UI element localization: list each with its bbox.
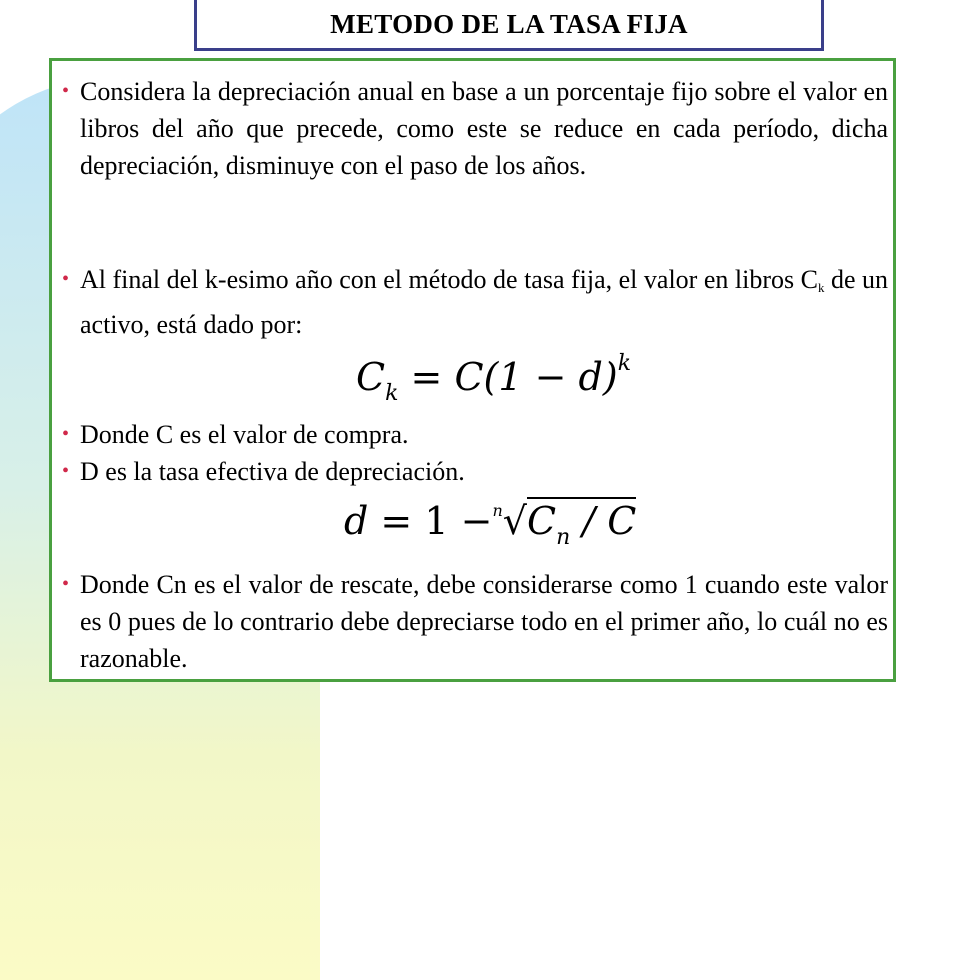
formula-2-lhs: d xyxy=(344,499,369,543)
paragraph-3-text: Donde C es el valor de compra. xyxy=(80,420,409,449)
bullet-icon: • xyxy=(62,80,70,102)
formula-1-lhs-sub: k xyxy=(385,381,399,406)
formula-2-root-index: n xyxy=(492,501,503,520)
bullet-icon: • xyxy=(62,460,70,482)
formula-rate xyxy=(344,499,636,550)
formula-2-tail: / C xyxy=(570,499,637,543)
bullet-icon: • xyxy=(62,423,70,445)
paragraph-2 xyxy=(62,261,888,343)
paragraph-1 xyxy=(62,73,888,184)
paragraph-2-text: Al final del k-esimo año con el método de tasa fija, el valor en libros C xyxy=(80,265,818,294)
formula-1-rhs: C(1 − d) xyxy=(454,355,618,399)
radical-sign-icon: √ xyxy=(502,499,527,543)
paragraph-5 xyxy=(62,566,888,677)
paragraph-4 xyxy=(62,453,888,490)
content-panel xyxy=(49,58,896,682)
paragraph-1-text: Considera la depreciación anual en base a un porcentaje fijo sobre el valor en libros del año que precede, como este se reduce en cada período, dicha depreciación, disminuye con el paso de los años. xyxy=(80,77,888,180)
paragraph-5-text: Donde Cn es el valor de rescate, debe considerarse como 1 cuando este valor es 0 pues de lo contrario debe depreciarse todo en el primer año, lo cuál no es razonable. xyxy=(80,570,888,673)
paragraph-3 xyxy=(62,416,888,453)
paragraph-2-text-end: de un activo, está dado por: xyxy=(80,265,888,339)
paragraph-4-text: D es la tasa efectiva de depreciación. xyxy=(80,457,465,486)
formula-2-radicand-sub: n xyxy=(556,525,571,550)
bullet-icon: • xyxy=(62,573,70,595)
formula-1-eq: = xyxy=(410,355,443,399)
formula-2-one: 1 − xyxy=(424,499,493,543)
bullet-icon: • xyxy=(62,268,70,290)
slide-title xyxy=(194,0,824,51)
formula-1-lhs: C xyxy=(356,355,386,399)
paragraph-2-subscript: k xyxy=(817,280,825,295)
formula-2-radicand: C xyxy=(527,499,557,543)
formula-book-value xyxy=(356,351,631,406)
formula-2-eq: = xyxy=(380,499,413,543)
formula-1-exp: k xyxy=(617,351,632,376)
title-text: METODO DE LA TASA FIJA xyxy=(330,8,688,39)
